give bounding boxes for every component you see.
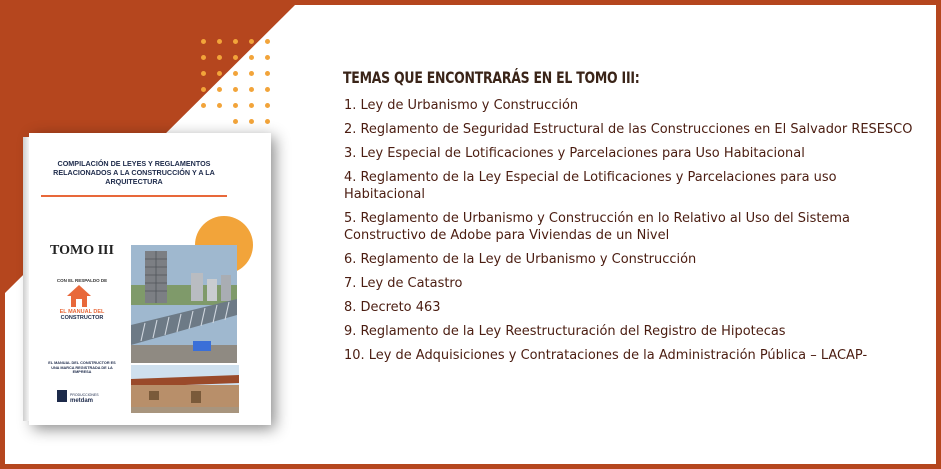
book-brand-line1: EL MANUAL DEL — [59, 309, 105, 315]
topic-item: 5. Reglamento de Urbanismo y Construcción en lo Relativo al Uso del Sistema Constructivo de Adobe para Viviendas de un Nivel — [344, 210, 850, 243]
book-title: COMPILACIÓN DE LEYES Y REGLAMENTOS RELACIONADOS A LA CONSTRUCCIÓN Y A LA ARQUITECTURA — [53, 159, 215, 186]
decorative-dot — [249, 39, 254, 44]
decorative-dot — [217, 71, 222, 76]
publisher-name: metdam — [70, 398, 94, 404]
publisher-logo — [57, 388, 107, 404]
decorative-dot — [201, 39, 206, 44]
decorative-dot — [265, 103, 270, 108]
book-support-text: CON EL RESPALDO DE — [56, 278, 108, 283]
banner-card — [5, 5, 936, 464]
topic-item: 2. Reglamento de Seguridad Estructural de las Construcciones en El Salvador RESESCO — [344, 121, 913, 137]
decorative-dot — [265, 55, 270, 60]
topics-heading: TEMAS QUE ENCONTRARÁS EN EL TOMO III: — [343, 68, 640, 87]
decorative-dot — [265, 119, 270, 124]
book-spine — [23, 137, 29, 421]
decorative-dot — [265, 87, 270, 92]
topic-item: 6. Reglamento de la Ley de Urbanismo y Construcción — [344, 251, 697, 267]
decorative-dot — [233, 71, 238, 76]
decorative-dot — [265, 39, 270, 44]
decorative-dot — [233, 103, 238, 108]
decorative-dot — [201, 55, 206, 60]
book-volume: TOMO III — [50, 243, 114, 258]
decorative-dot — [233, 55, 238, 60]
decorative-dot — [233, 39, 238, 44]
topic-item: 8. Decreto 463 — [344, 299, 441, 315]
topic-item: 4. Reglamento de la Ley Especial de Lotificaciones y Parcelaciones para uso Habitacional — [344, 169, 837, 202]
decorative-dot — [217, 55, 222, 60]
decorative-dot — [249, 71, 254, 76]
decorative-dot — [217, 87, 222, 92]
decorative-dot — [217, 103, 222, 108]
topic-item: 1. Ley de Urbanismo y Construcción — [344, 97, 579, 113]
adobe-house-photo — [131, 365, 239, 413]
house-logo-icon — [65, 283, 93, 309]
decorative-dot — [201, 71, 206, 76]
topic-item: 9. Reglamento de la Ley Reestructuración del Registro de Hipotecas — [344, 323, 786, 339]
decorative-dot — [249, 103, 254, 108]
decorative-dot — [265, 71, 270, 76]
topic-item: 7. Ley de Catastro — [344, 275, 463, 291]
decorative-dot — [201, 103, 206, 108]
svg-text:PRODUCCIONES: PRODUCCIONES — [70, 393, 99, 397]
decorative-dot — [249, 87, 254, 92]
topic-item: 3. Ley Especial de Lotificaciones y Parcelaciones para Uso Habitacional — [344, 145, 805, 161]
decorative-dot — [249, 119, 254, 124]
book-cover — [29, 133, 271, 425]
book-title-rule — [41, 195, 227, 197]
book-trademark-note: EL MANUAL DEL CONSTRUCTOR ES UNA MARCA REGISTRADA DE LA EMPRESA — [48, 361, 116, 375]
decorative-dot — [201, 87, 206, 92]
construction-photo — [131, 245, 237, 363]
topic-item: 10. Ley de Adquisiciones y Contrataciones de la Administración Pública – LACAP- — [344, 347, 868, 363]
decorative-dot — [233, 119, 238, 124]
decorative-dot — [249, 55, 254, 60]
book-brand — [37, 309, 127, 321]
decorative-dot-pattern — [201, 39, 281, 134]
decorative-dot — [233, 87, 238, 92]
book-brand-line2: CONSTRUCTOR — [60, 315, 104, 321]
decorative-dot — [217, 39, 222, 44]
topics-list — [344, 97, 924, 371]
